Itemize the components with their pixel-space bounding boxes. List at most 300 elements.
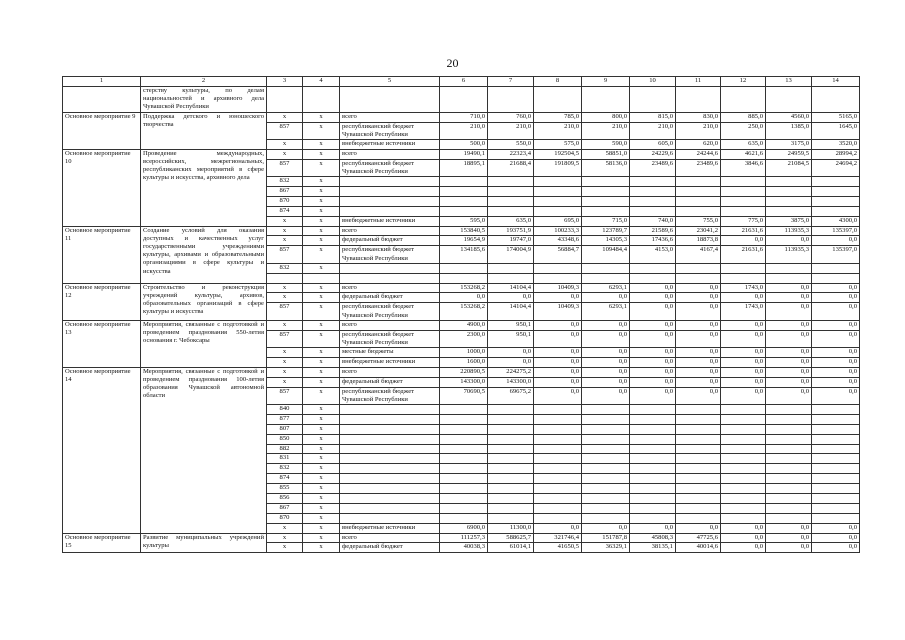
amount-cell	[721, 464, 766, 474]
amount-cell	[630, 206, 676, 216]
amount-cell	[534, 404, 582, 414]
amount-cell: 0,0	[488, 357, 534, 367]
funding-source-cell: внебюджетные источники	[340, 139, 440, 149]
amount-cell: 38135,1	[630, 543, 676, 553]
amount-cell: 0,0	[488, 348, 534, 358]
amount-cell	[582, 464, 630, 474]
column-number: 10	[630, 77, 676, 87]
event-description-cell: Развитие муниципальных учреждений культуры	[141, 533, 267, 553]
amount-cell: 0,0	[812, 320, 860, 330]
amount-cell	[488, 454, 534, 464]
column-number: 7	[488, 77, 534, 87]
amount-cell	[582, 404, 630, 414]
amount-cell: 4153,0	[630, 246, 676, 263]
amount-cell: 800,0	[582, 112, 630, 122]
amount-cell	[812, 177, 860, 187]
amount-cell: 21631,6	[721, 226, 766, 236]
amount-cell	[440, 464, 488, 474]
amount-cell	[676, 414, 721, 424]
funding-source-cell	[340, 464, 440, 474]
amount-cell	[630, 87, 676, 113]
code-cell: 857	[267, 246, 303, 263]
amount-cell: 0,0	[812, 293, 860, 303]
event-name-cell: Основное мероприятие 10	[63, 149, 141, 226]
amount-cell: 0,0	[534, 293, 582, 303]
amount-cell	[534, 434, 582, 444]
amount-cell: 4560,0	[766, 112, 812, 122]
amount-cell: 210,0	[630, 122, 676, 139]
amount-cell	[440, 474, 488, 484]
amount-cell: 0,0	[766, 387, 812, 404]
code-cell: x	[267, 216, 303, 226]
code-cell: x	[267, 293, 303, 303]
amount-cell: 0,0	[812, 387, 860, 404]
code-cell: x	[303, 444, 340, 454]
column-number: 3	[267, 77, 303, 87]
amount-cell	[721, 424, 766, 434]
code-cell: x	[303, 320, 340, 330]
amount-cell: 0,0	[721, 293, 766, 303]
amount-cell: 0,0	[534, 348, 582, 358]
code-cell: 874	[267, 206, 303, 216]
amount-cell: 14104,4	[488, 283, 534, 293]
funding-source-cell: всего	[340, 533, 440, 543]
amount-cell	[630, 186, 676, 196]
amount-cell: 0,0	[766, 357, 812, 367]
amount-cell: 40038,3	[440, 543, 488, 553]
amount-cell: 3175,0	[766, 139, 812, 149]
amount-cell	[488, 186, 534, 196]
amount-cell: 0,0	[676, 330, 721, 347]
amount-cell	[582, 484, 630, 494]
event-name-cell	[63, 87, 141, 113]
amount-cell: 0,0	[766, 320, 812, 330]
code-cell	[303, 273, 340, 283]
amount-cell	[534, 444, 582, 454]
code-cell: x	[303, 404, 340, 414]
amount-cell: 100233,3	[534, 226, 582, 236]
amount-cell: 4300,0	[812, 216, 860, 226]
amount-cell	[534, 177, 582, 187]
table-row	[63, 283, 860, 293]
amount-cell: 760,0	[488, 112, 534, 122]
amount-cell: 0,0	[582, 320, 630, 330]
amount-cell: 0,0	[812, 330, 860, 347]
amount-cell	[582, 87, 630, 113]
amount-cell	[676, 263, 721, 273]
amount-cell	[488, 177, 534, 187]
code-cell: x	[267, 523, 303, 533]
code-cell: 807	[267, 424, 303, 434]
amount-cell	[766, 424, 812, 434]
amount-cell	[812, 444, 860, 454]
funding-source-cell: республиканский бюджет Чувашской Республики	[340, 159, 440, 176]
code-cell: 874	[267, 474, 303, 484]
amount-cell	[488, 273, 534, 283]
funding-source-cell: внебюджетные источники	[340, 523, 440, 533]
funding-source-cell	[340, 513, 440, 523]
amount-cell: 0,0	[721, 523, 766, 533]
amount-cell: 0,0	[582, 293, 630, 303]
amount-cell: 191809,5	[534, 159, 582, 176]
amount-cell: 0,0	[721, 348, 766, 358]
amount-cell	[676, 503, 721, 513]
amount-cell: 19747,0	[488, 236, 534, 246]
amount-cell	[582, 206, 630, 216]
amount-cell	[676, 87, 721, 113]
amount-cell	[582, 273, 630, 283]
funding-source-cell: внебюджетные источники	[340, 357, 440, 367]
amount-cell: 0,0	[630, 283, 676, 293]
amount-cell	[766, 206, 812, 216]
amount-cell	[630, 464, 676, 474]
amount-cell: 0,0	[721, 320, 766, 330]
amount-cell	[534, 196, 582, 206]
code-cell: x	[303, 246, 340, 263]
amount-cell: 14104,4	[488, 303, 534, 320]
amount-cell	[766, 186, 812, 196]
amount-cell: 0,0	[812, 523, 860, 533]
amount-cell	[721, 503, 766, 513]
amount-cell	[630, 424, 676, 434]
funding-source-cell	[340, 503, 440, 513]
code-cell: x	[303, 513, 340, 523]
funding-source-cell	[340, 474, 440, 484]
amount-cell	[488, 196, 534, 206]
code-cell: x	[303, 377, 340, 387]
amount-cell: 24229,6	[630, 149, 676, 159]
amount-cell	[766, 263, 812, 273]
amount-cell	[766, 444, 812, 454]
amount-cell: 0,0	[630, 377, 676, 387]
code-cell: x	[303, 434, 340, 444]
amount-cell	[488, 493, 534, 503]
code-cell	[267, 273, 303, 283]
amount-cell: 0,0	[766, 367, 812, 377]
amount-cell: 113935,3	[766, 246, 812, 263]
code-cell: x	[267, 236, 303, 246]
amount-cell: 0,0	[721, 330, 766, 347]
funding-source-cell: республиканский бюджет Чувашской Республики	[340, 246, 440, 263]
amount-cell	[812, 206, 860, 216]
amount-cell: 0,0	[812, 303, 860, 320]
amount-cell: 6293,1	[582, 283, 630, 293]
amount-cell: 321746,4	[534, 533, 582, 543]
amount-cell	[582, 454, 630, 464]
amount-cell: 210,0	[488, 122, 534, 139]
event-description-cell: Поддержка детского и юношеского творчества	[141, 112, 267, 149]
code-cell: 857	[267, 387, 303, 404]
amount-cell	[488, 404, 534, 414]
code-cell: 832	[267, 464, 303, 474]
funding-source-cell	[340, 414, 440, 424]
amount-cell	[488, 206, 534, 216]
amount-cell	[630, 503, 676, 513]
amount-cell: 3875,0	[766, 216, 812, 226]
amount-cell: 21688,4	[488, 159, 534, 176]
funding-source-cell	[340, 177, 440, 187]
amount-cell	[488, 444, 534, 454]
amount-cell	[676, 454, 721, 464]
amount-cell	[582, 414, 630, 424]
amount-cell	[534, 503, 582, 513]
amount-cell	[812, 404, 860, 414]
column-number: 5	[340, 77, 440, 87]
code-cell: x	[303, 357, 340, 367]
amount-cell: 0,0	[630, 367, 676, 377]
amount-cell	[630, 493, 676, 503]
amount-cell	[582, 177, 630, 187]
amount-cell: 715,0	[582, 216, 630, 226]
code-cell: x	[303, 414, 340, 424]
page-number: 20	[446, 56, 459, 70]
amount-cell: 0,0	[721, 387, 766, 404]
funding-source-cell: республиканский бюджет Чувашской Республики	[340, 387, 440, 404]
amount-cell: 11300,0	[488, 523, 534, 533]
amount-cell	[721, 87, 766, 113]
column-number: 11	[676, 77, 721, 87]
code-cell: 855	[267, 484, 303, 494]
amount-cell	[488, 414, 534, 424]
amount-cell: 830,0	[676, 112, 721, 122]
amount-cell: 0,0	[721, 357, 766, 367]
event-description-cell: Строительство и реконструкция учреждений культуры, архивов, образовательных организаций в сфере культуры и искусства	[141, 283, 267, 320]
amount-cell: 5165,0	[812, 112, 860, 122]
code-cell: x	[303, 226, 340, 236]
amount-cell	[440, 177, 488, 187]
amount-cell: 1600,0	[440, 357, 488, 367]
amount-cell: 58136,0	[582, 159, 630, 176]
code-cell: x	[303, 159, 340, 176]
amount-cell: 23489,6	[630, 159, 676, 176]
code-cell: x	[303, 283, 340, 293]
code-cell: x	[267, 543, 303, 553]
amount-cell: 69675,2	[488, 387, 534, 404]
code-cell: x	[303, 303, 340, 320]
amount-cell: 210,0	[582, 122, 630, 139]
table-row	[63, 149, 860, 159]
amount-cell: 0,0	[582, 330, 630, 347]
amount-cell	[440, 186, 488, 196]
code-cell: x	[303, 177, 340, 187]
amount-cell	[721, 263, 766, 273]
amount-cell	[488, 503, 534, 513]
amount-cell	[488, 424, 534, 434]
amount-cell: 1385,0	[766, 122, 812, 139]
amount-cell	[676, 434, 721, 444]
code-cell: 867	[267, 186, 303, 196]
amount-cell: 620,0	[676, 139, 721, 149]
amount-cell: 0,0	[766, 523, 812, 533]
amount-cell: 250,0	[721, 122, 766, 139]
amount-cell: 0,0	[676, 357, 721, 367]
funding-source-cell: федеральный бюджет	[340, 293, 440, 303]
amount-cell: 28994,2	[812, 149, 860, 159]
amount-cell: 21589,6	[630, 226, 676, 236]
amount-cell	[582, 444, 630, 454]
funding-source-cell: республиканский бюджет Чувашской Республики	[340, 122, 440, 139]
code-cell: x	[267, 357, 303, 367]
amount-cell	[766, 404, 812, 414]
amount-cell: 0,0	[440, 293, 488, 303]
amount-cell: 1645,0	[812, 122, 860, 139]
amount-cell: 0,0	[812, 543, 860, 553]
amount-cell: 135397,0	[812, 246, 860, 263]
amount-cell	[440, 206, 488, 216]
amount-cell	[630, 177, 676, 187]
amount-cell	[630, 444, 676, 454]
code-cell: x	[303, 330, 340, 347]
amount-cell	[534, 454, 582, 464]
amount-cell	[534, 464, 582, 474]
funding-source-cell: федеральный бюджет	[340, 236, 440, 246]
amount-cell: 23041,2	[676, 226, 721, 236]
amount-cell: 23489,6	[676, 159, 721, 176]
code-cell: x	[303, 149, 340, 159]
amount-cell	[721, 273, 766, 283]
amount-cell	[534, 484, 582, 494]
amount-cell	[721, 444, 766, 454]
event-name-cell: Основное мероприятие 11	[63, 226, 141, 283]
amount-cell	[812, 424, 860, 434]
amount-cell: 6900,0	[440, 523, 488, 533]
amount-cell: 0,0	[766, 283, 812, 293]
code-cell: x	[303, 367, 340, 377]
amount-cell	[440, 196, 488, 206]
code-cell: x	[303, 493, 340, 503]
code-cell: 857	[267, 159, 303, 176]
code-cell: x	[303, 523, 340, 533]
event-name-cell: Основное мероприятие 9	[63, 112, 141, 149]
code-cell: 870	[267, 513, 303, 523]
amount-cell	[488, 263, 534, 273]
amount-cell	[440, 263, 488, 273]
amount-cell	[440, 414, 488, 424]
code-cell: x	[303, 236, 340, 246]
amount-cell	[676, 186, 721, 196]
amount-cell	[582, 503, 630, 513]
amount-cell: 43348,6	[534, 236, 582, 246]
code-cell: x	[303, 424, 340, 434]
amount-cell	[721, 186, 766, 196]
code-cell: 867	[267, 503, 303, 513]
column-number-row	[63, 77, 860, 87]
amount-cell: 193751,9	[488, 226, 534, 236]
amount-cell	[812, 186, 860, 196]
amount-cell: 17436,6	[630, 236, 676, 246]
funding-source-cell	[340, 424, 440, 434]
amount-cell	[676, 493, 721, 503]
funding-source-cell	[340, 87, 440, 113]
amount-cell: 41650,5	[534, 543, 582, 553]
amount-cell	[488, 434, 534, 444]
amount-cell	[534, 513, 582, 523]
amount-cell	[630, 434, 676, 444]
table-row	[63, 112, 860, 122]
amount-cell	[812, 484, 860, 494]
amount-cell	[812, 414, 860, 424]
amount-cell: 18895,1	[440, 159, 488, 176]
amount-cell	[582, 186, 630, 196]
event-name-cell: Основное мероприятие 14	[63, 367, 141, 533]
amount-cell	[766, 414, 812, 424]
amount-cell	[488, 87, 534, 113]
amount-cell: 0,0	[721, 236, 766, 246]
column-number: 12	[721, 77, 766, 87]
amount-cell	[721, 196, 766, 206]
code-cell: x	[303, 112, 340, 122]
amount-cell: 21084,5	[766, 159, 812, 176]
amount-cell	[630, 404, 676, 414]
amount-cell: 123789,7	[582, 226, 630, 236]
amount-cell	[766, 464, 812, 474]
amount-cell: 0,0	[534, 523, 582, 533]
amount-cell: 695,0	[534, 216, 582, 226]
amount-cell	[630, 263, 676, 273]
funding-source-cell	[340, 196, 440, 206]
amount-cell: 0,0	[534, 377, 582, 387]
amount-cell	[488, 464, 534, 474]
amount-cell: 605,0	[630, 139, 676, 149]
code-cell: 856	[267, 493, 303, 503]
budget-table	[62, 76, 860, 553]
code-cell: x	[303, 122, 340, 139]
amount-cell	[440, 273, 488, 283]
amount-cell	[766, 273, 812, 283]
amount-cell: 595,0	[440, 216, 488, 226]
table-row	[63, 226, 860, 236]
column-number: 9	[582, 77, 630, 87]
amount-cell	[676, 444, 721, 454]
amount-cell: 0,0	[630, 357, 676, 367]
amount-cell	[766, 474, 812, 484]
code-cell: x	[303, 387, 340, 404]
amount-cell: 950,1	[488, 330, 534, 347]
amount-cell: 0,0	[676, 283, 721, 293]
amount-cell: 153268,2	[440, 283, 488, 293]
amount-cell: 0,0	[676, 387, 721, 404]
amount-cell: 4900,0	[440, 320, 488, 330]
amount-cell	[440, 454, 488, 464]
funding-source-cell: всего	[340, 320, 440, 330]
amount-cell: 0,0	[766, 330, 812, 347]
amount-cell: 143300,0	[488, 377, 534, 387]
amount-cell: 0,0	[582, 387, 630, 404]
amount-cell: 0,0	[812, 236, 860, 246]
amount-cell: 0,0	[534, 320, 582, 330]
amount-cell: 0,0	[534, 387, 582, 404]
amount-cell: 0,0	[630, 330, 676, 347]
amount-cell: 815,0	[630, 112, 676, 122]
amount-cell	[440, 484, 488, 494]
amount-cell	[721, 493, 766, 503]
amount-cell: 220890,5	[440, 367, 488, 377]
funding-source-cell	[340, 434, 440, 444]
amount-cell: 151787,8	[582, 533, 630, 543]
amount-cell	[582, 474, 630, 484]
amount-cell	[812, 474, 860, 484]
code-cell: 857	[267, 330, 303, 347]
funding-source-cell: всего	[340, 226, 440, 236]
column-number: 4	[303, 77, 340, 87]
code-cell: x	[267, 367, 303, 377]
amount-cell: 24694,2	[812, 159, 860, 176]
code-cell: 877	[267, 414, 303, 424]
amount-cell: 135397,0	[812, 226, 860, 236]
table-row	[63, 87, 860, 113]
amount-cell: 40014,6	[676, 543, 721, 553]
amount-cell: 61014,1	[488, 543, 534, 553]
